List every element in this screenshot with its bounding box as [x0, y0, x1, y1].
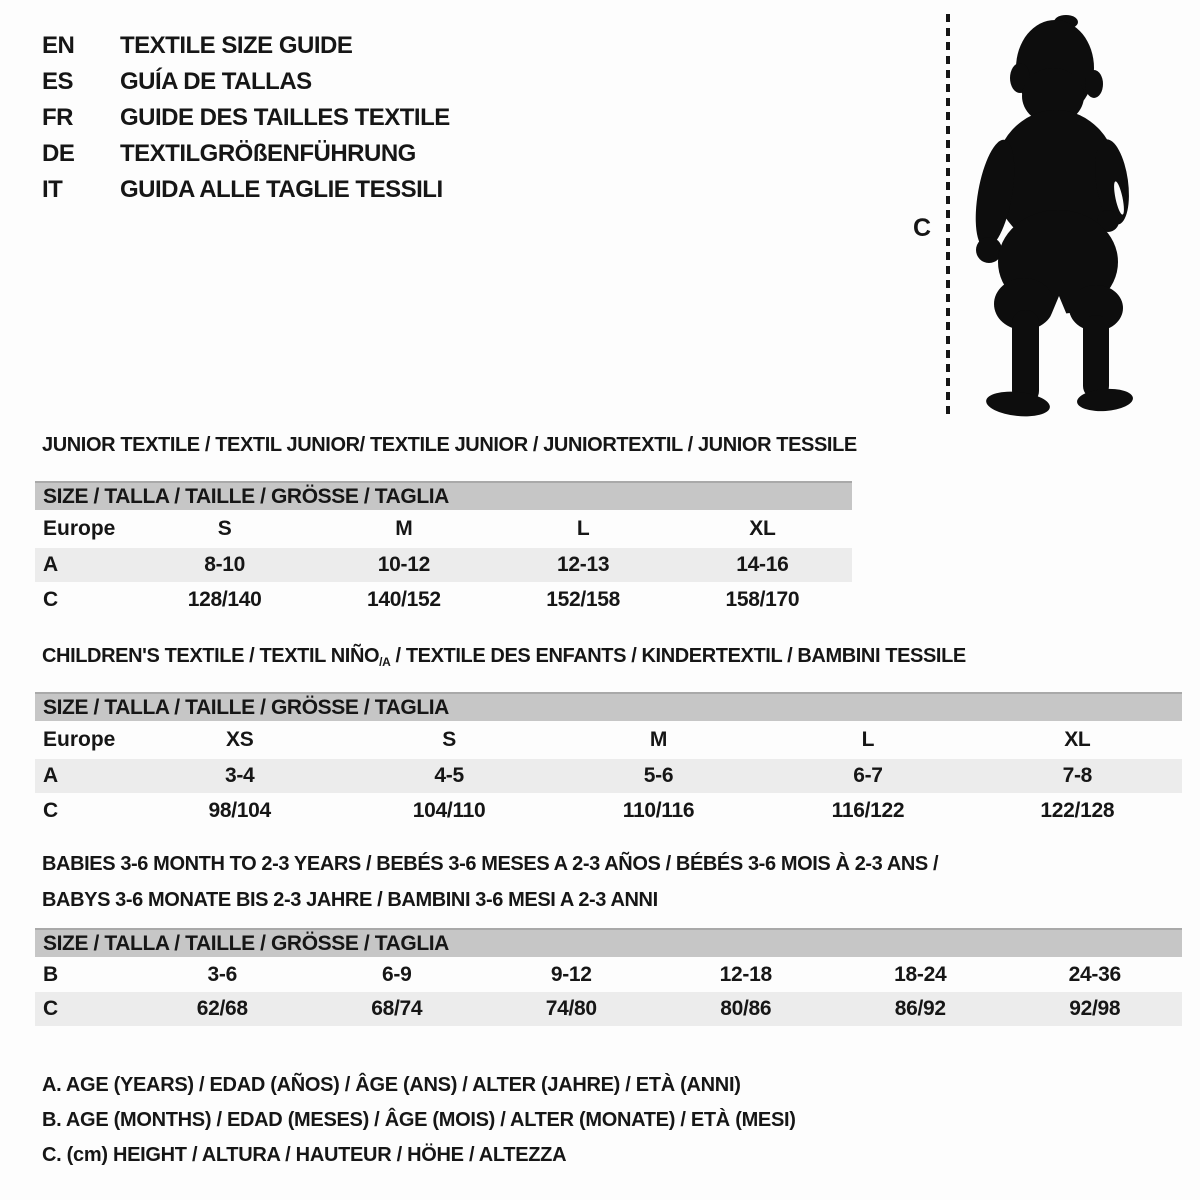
- size-cell: 12-18: [719, 962, 772, 986]
- size-cell: 110/116: [622, 798, 695, 822]
- children-size-table: [35, 692, 1182, 828]
- size-cell: XS: [225, 728, 254, 751]
- size-cell: 92/98: [1069, 997, 1121, 1020]
- size-cell: 128/140: [187, 587, 262, 611]
- height-dashed-line: [946, 14, 950, 416]
- row-label: C: [43, 587, 59, 611]
- table-row: [35, 992, 1182, 1026]
- size-cell: 7-8: [1062, 764, 1093, 787]
- size-cell: 6-7: [853, 764, 883, 787]
- size-cell: 68/74: [371, 997, 423, 1020]
- size-cell: 14-16: [736, 553, 789, 576]
- legend-line-a: A. AGE (YEARS) / EDAD (AÑOS) / ÂGE (ANS) / ALTER (JAHRE) / ETÀ (ANNI): [42, 1074, 741, 1096]
- lang-row-es: [42, 64, 450, 100]
- measurement-legend: [42, 1068, 796, 1173]
- size-cell: 18-24: [894, 962, 947, 986]
- size-cell: 8-10: [204, 553, 246, 576]
- legend-line-c: C. (cm) HEIGHT / ALTURA / HAUTEUR / HÖHE / ALTEZZA: [42, 1144, 567, 1166]
- size-cell: L: [576, 517, 590, 540]
- row-label: B: [43, 962, 59, 986]
- size-header-band: SIZE / TALLA / TAILLE / GRÖSSE / TAGLIA: [35, 692, 1182, 721]
- babies-section-heading: [42, 846, 938, 918]
- row-label: A: [43, 553, 59, 576]
- size-cell: 24-36: [1068, 962, 1121, 986]
- baby-silhouette-icon: [962, 12, 1140, 420]
- size-cell: XL: [749, 517, 776, 540]
- guide-title: TEXTILE SIZE GUIDE: [120, 32, 353, 59]
- size-cell: 62/68: [196, 997, 248, 1020]
- size-cell: 116/122: [831, 798, 905, 822]
- size-cell: M: [649, 728, 668, 751]
- guide-title: GUIDE DES TAILLES TEXTILE: [120, 104, 450, 131]
- size-cell: 80/86: [720, 997, 772, 1020]
- table-row: [35, 721, 1182, 759]
- lang-row-de: [42, 136, 450, 172]
- lang-code: FR: [42, 104, 73, 131]
- row-label: Europe: [43, 517, 116, 540]
- junior-section-heading: JUNIOR TEXTILE / TEXTIL JUNIOR/ TEXTILE JUNIOR / JUNIORTEXTIL / JUNIOR TESSILE: [42, 434, 857, 456]
- size-cell: 6-9: [382, 962, 412, 986]
- lang-code: IT: [42, 176, 63, 203]
- children-heading-prefix: CHILDREN'S TEXTILE / TEXTIL NIÑO: [42, 645, 380, 667]
- size-cell: M: [395, 517, 413, 540]
- babies-heading-line1: BABIES 3-6 MONTH TO 2-3 YEARS / BEBÉS 3-6 MESES A 2-3 AÑOS / BÉBÉS 3-6 MOIS À 2-3 ANS /: [42, 853, 939, 875]
- lang-row-it: [42, 172, 450, 208]
- height-measure-label: C: [913, 214, 932, 242]
- size-cell: 152/158: [546, 587, 621, 611]
- size-cell: 3-6: [207, 962, 237, 986]
- size-cell: 158/170: [725, 587, 800, 611]
- size-header-band: SIZE / TALLA / TAILLE / GRÖSSE / TAGLIA: [35, 928, 1182, 957]
- guide-title: GUÍA DE TALLAS: [120, 68, 312, 95]
- size-cell: 122/128: [1040, 798, 1115, 822]
- lang-code: ES: [42, 68, 74, 95]
- table-row: [35, 759, 1182, 793]
- row-label: A: [43, 764, 59, 787]
- lang-code: EN: [42, 32, 75, 59]
- size-cell: S: [442, 728, 456, 751]
- junior-size-table: [35, 481, 852, 617]
- table-row: [35, 548, 852, 582]
- guide-title: GUIDA ALLE TAGLIE TESSILI: [120, 176, 443, 203]
- children-section-heading: [42, 645, 966, 669]
- size-cell: 12-13: [557, 553, 610, 576]
- size-cell: 3-4: [224, 764, 255, 787]
- size-cell: 4-5: [434, 764, 464, 787]
- row-label: C: [43, 997, 59, 1020]
- size-cell: 104/110: [412, 798, 486, 822]
- lang-row-en: [42, 28, 450, 64]
- size-cell: 10-12: [377, 553, 430, 576]
- table-row: [35, 510, 852, 548]
- size-cell: 9-12: [550, 962, 592, 986]
- babies-size-table: [35, 928, 1182, 1026]
- legend-line-b: B. AGE (MONTHS) / EDAD (MESES) / ÂGE (MOIS) / ALTER (MONATE) / ETÀ (MESI): [42, 1109, 796, 1131]
- guide-title: TEXTILGRÖßENFÜHRUNG: [120, 140, 416, 167]
- size-cell: 86/92: [894, 997, 946, 1020]
- size-cell: S: [217, 517, 232, 540]
- lang-code: DE: [42, 140, 75, 167]
- size-cell: L: [861, 728, 875, 751]
- size-cell: 5-6: [643, 764, 674, 787]
- size-cell: 74/80: [545, 997, 597, 1020]
- table-row: [35, 957, 1182, 992]
- lang-row-fr: [42, 100, 450, 136]
- table-row: [35, 582, 852, 617]
- row-label: Europe: [43, 728, 116, 751]
- language-title-list: [42, 28, 450, 208]
- babies-heading-line2: BABYS 3-6 MONATE BIS 2-3 JAHRE / BAMBINI 3-6 MESI A 2-3 ANNI: [42, 889, 658, 911]
- size-header-band: SIZE / TALLA / TAILLE / GRÖSSE / TAGLIA: [35, 481, 852, 510]
- children-heading-sub: /A: [379, 655, 391, 669]
- table-row: [35, 793, 1182, 828]
- children-heading-suffix: / TEXTILE DES ENFANTS / KINDERTEXTIL / BAMBINI TESSILE: [390, 645, 966, 667]
- size-cell: XL: [1064, 728, 1091, 751]
- row-label: C: [43, 798, 59, 822]
- size-cell: 98/104: [208, 798, 271, 822]
- size-cell: 140/152: [366, 587, 441, 611]
